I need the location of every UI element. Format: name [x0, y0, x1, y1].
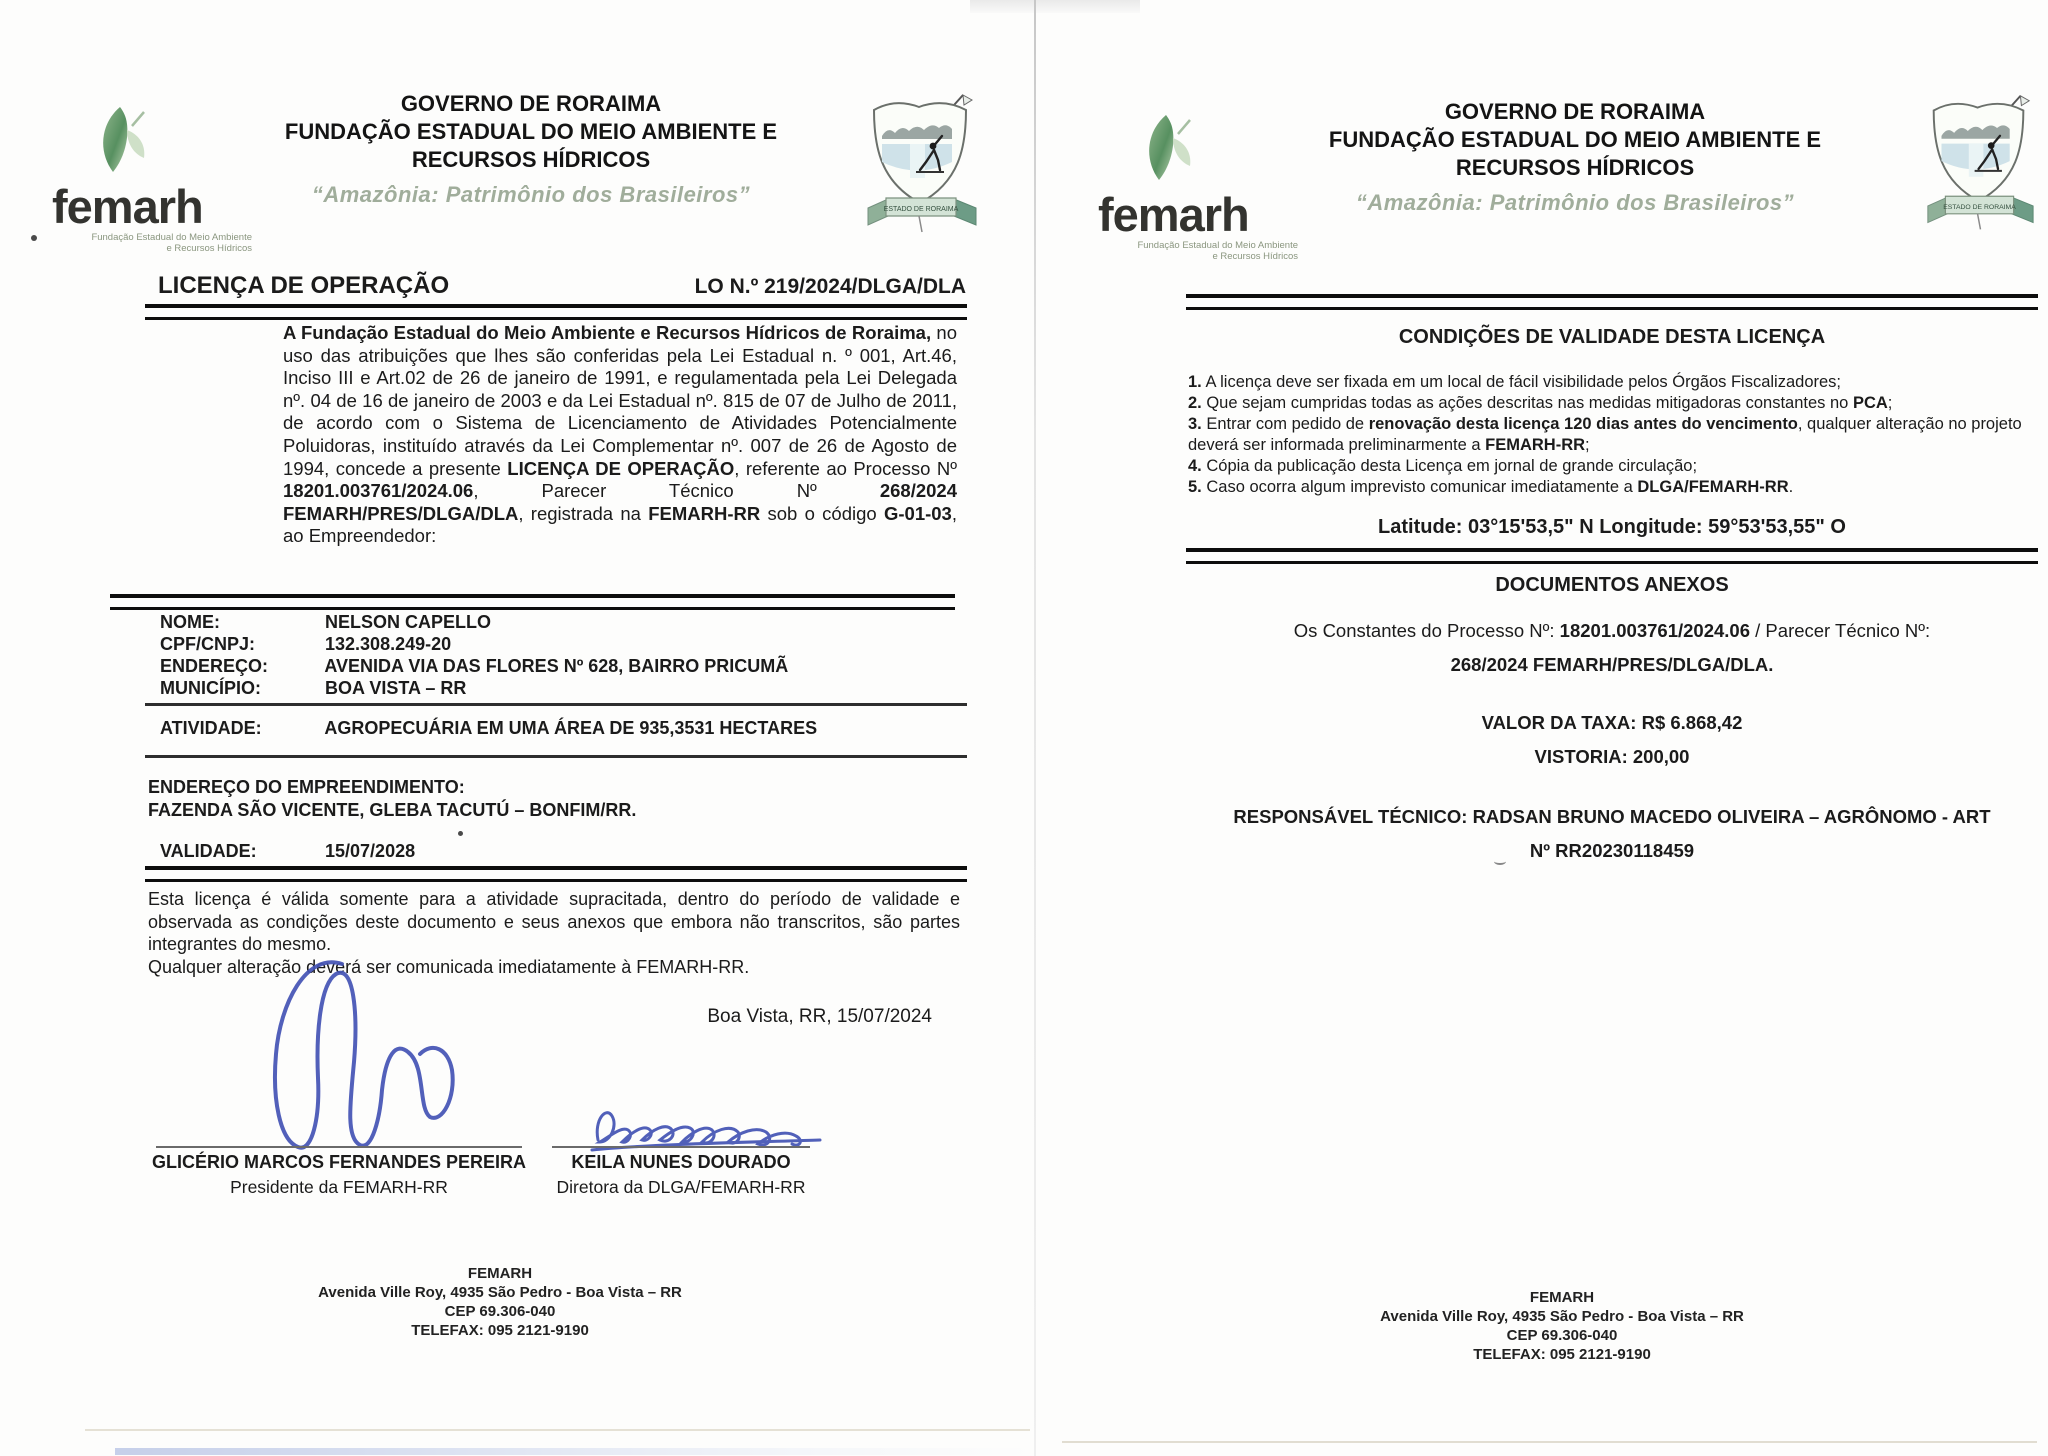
field-label: MUNICÍPIO: [160, 678, 261, 698]
femarh-wordmark: femarh [52, 180, 203, 233]
inspection-line: VISTORIA: 200,00 [1534, 746, 1690, 767]
coordinates-line: Latitude: 03°15'53,5" N Longitude: 59°53'53,55" O [1378, 516, 1846, 538]
divider-rule [145, 755, 967, 758]
footer-org: FEMARH [467, 1265, 533, 1282]
signatory-role: Diretora da DLGA/FEMARH-RR [556, 1177, 806, 1197]
signatory-director [528, 1152, 834, 1198]
femarh-leaf-icon [92, 104, 252, 185]
org-motto: “Amazônia: Patrimônio dos Brasileiros” [311, 182, 751, 207]
femarh-caption-line2: e Recursos Hídricos [166, 243, 252, 254]
org-header-right [1292, 98, 1858, 217]
crest-ribbon-text: ESTADO DE RORAIMA [1943, 203, 2016, 211]
divider-rule [145, 866, 967, 882]
femarh-logo [52, 104, 252, 254]
enterprise-address-value: FAZENDA SÃO VICENTE, GLEBA TACUTÚ – BONFIM/RR. [148, 800, 637, 820]
roraima-crest-icon [1922, 92, 2037, 247]
field-row-validade [160, 840, 415, 862]
femarh-leaf-icon [1138, 112, 1298, 193]
holder-fields [160, 611, 788, 699]
scan-speck [1494, 858, 1506, 865]
org-line2: FUNDAÇÃO ESTADUAL DO MEIO AMBIENTE E [1328, 127, 1822, 152]
validity-note-par1: Esta licença é válida somente para a atividade supracitada, dentro do período de validade e observada as condições deste documento e seus anexos que embora não transcritos, são partes integrantes do mesmo. [148, 889, 960, 954]
field-label: NOME: [160, 612, 220, 632]
field-label: ENDEREÇO: [160, 656, 269, 676]
signature-line-president [156, 1146, 522, 1148]
divider-rule [110, 594, 955, 610]
condition-item-2: 2. Que sejam cumpridas todas as ações descritas nas medidas mitigadoras constantes no PCA; [1188, 394, 1893, 412]
scan-artifact [970, 0, 1140, 13]
divider-rule [145, 703, 967, 706]
footer-address: Avenida Ville Roy, 4935 São Pedro - Boa Vista – RR [318, 1284, 682, 1301]
license-intro-paragraph: A Fundação Estadual do Meio Ambiente e Recursos Hídricos de Roraima, no uso das atribuições que lhes são conferidas pela Lei Estadual n. º 001, Art.46, Inciso III e Art.02 de 26 de janeiro de 1991, e regulamentada pela Lei Delegada nº. 04 de 16 de janeiro de 2003 e da Lei Estadual nº. 815 de 07 de Julho de 2011, de acordo com o Sistema de Licenciamento de Atividades Potencialmente Poluidoras, instituído através da Lei Complementar nº. 007 de 26 de Agosto de 1994, concede a presente LICENÇA DE OPERAÇÃO, referente ao Processo Nº 18201.003761/2024.06, Parecer Técnico Nº 268/2024 FEMARH/PRES/DLGA/DLA, registrada na FEMARH-RR sob o código G-01-03, ao Empreendedor: [283, 322, 957, 547]
org-line1: GOVERNO DE RORAIMA [400, 91, 662, 116]
responsible-line1: RESPONSÁVEL TÉCNICO: RADSAN BRUNO MACEDO OLIVEIRA – AGRÔNOMO - ART [1233, 806, 1991, 827]
enterprise-address-block [148, 776, 636, 822]
annex-process-line: Os Constantes do Processo Nº: 18201.003761/2024.06 / Parecer Técnico Nº: [1293, 620, 1931, 641]
divider-rule [145, 304, 967, 320]
conditions-title: CONDIÇÕES DE VALIDADE DESTA LICENÇA [1398, 326, 1826, 348]
field-value: BOA VISTA – RR [325, 678, 467, 698]
scan-artifact [85, 1429, 1030, 1431]
footer-telefax: TELEFAX: 095 2121-9190 [1473, 1346, 1651, 1363]
femarh-caption-line2: e Recursos Hídricos [1212, 251, 1298, 262]
signature-ink-president [246, 950, 508, 1161]
place-date: Boa Vista, RR, 15/07/2024 [707, 1006, 932, 1027]
field-value: AVENIDA VIA DAS FLORES Nº 628, BAIRRO PRICUMÃ [324, 656, 789, 676]
org-line3: RECURSOS HÍDRICOS [1455, 155, 1695, 180]
femarh-wordmark: femarh [1098, 188, 1249, 241]
condition-item-3: 3. Entrar com pedido de renovação desta licença 120 dias antes do vencimento, qualquer alteração no projeto deverá ser informada preliminarmente a FEMARH-RR; [1188, 415, 2022, 454]
footer-telefax: TELEFAX: 095 2121-9190 [411, 1322, 589, 1339]
signatory-name: GLICÉRIO MARCOS FERNANDES PEREIRA [151, 1152, 527, 1172]
field-row-municipio [160, 677, 788, 699]
annex-parecer-line: 268/2024 FEMARH/PRES/DLGA/DLA. [1450, 654, 1774, 675]
org-line1: GOVERNO DE RORAIMA [1444, 99, 1706, 124]
femarh-logo [1098, 112, 1298, 262]
annex-title: DOCUMENTOS ANEXOS [1495, 574, 1729, 596]
condition-item-4: 4. Cópia da publicação desta Licença em jornal de grande circulação; [1188, 457, 1698, 475]
footer-address: Avenida Ville Roy, 4935 São Pedro - Boa Vista – RR [1380, 1308, 1744, 1325]
field-label: ATIVIDADE: [160, 718, 262, 738]
field-row-endereco [160, 655, 788, 677]
footer-org: FEMARH [1529, 1289, 1595, 1306]
license-title-row [158, 272, 966, 300]
license-number: LO N.º 219/2024/DLGA/DLA [694, 275, 966, 298]
field-value: 132.308.249-20 [325, 634, 452, 654]
responsible-line2: Nº RR20230118459 [1529, 840, 1695, 861]
org-line3: RECURSOS HÍDRICOS [411, 147, 651, 172]
org-header-left [248, 90, 814, 209]
femarh-caption-line1: Fundação Estadual do Meio Ambiente [91, 232, 252, 243]
field-label: VALIDADE: [160, 841, 257, 861]
signature-line-director [552, 1146, 810, 1148]
field-row-nome [160, 611, 788, 633]
divider-rule [1186, 294, 2038, 310]
conditions-list [1188, 372, 2038, 498]
signatory-role: Presidente da FEMARH-RR [230, 1177, 448, 1197]
signatory-name: KEILA NUNES DOURADO [571, 1152, 791, 1172]
license-title: LICENÇA DE OPERAÇÃO [158, 272, 450, 299]
field-value: AGROPECUÁRIA EM UMA ÁREA DE 935,3531 HECTARES [324, 718, 818, 738]
scan-artifact [1062, 1441, 2037, 1443]
condition-item-5: 5. Caso ocorra algum imprevisto comunicar imediatamente a DLGA/FEMARH-RR. [1188, 478, 1794, 496]
footer-cep: CEP 69.306-040 [1506, 1327, 1618, 1344]
enterprise-address-label: ENDEREÇO DO EMPREENDIMENTO: [148, 777, 465, 797]
org-line2: FUNDAÇÃO ESTADUAL DO MEIO AMBIENTE E [284, 119, 778, 144]
validity-note-par2: Qualquer alteração deverá ser comunicada imediatamente à FEMARH-RR. [148, 956, 750, 977]
field-row-atividade [160, 717, 817, 739]
page-footer-right [1312, 1288, 1812, 1364]
tax-line: VALOR DA TAXA: R$ 6.868,42 [1481, 712, 1743, 733]
signatory-president [126, 1152, 552, 1198]
crest-ribbon-text: ESTADO DE RORAIMA [883, 206, 959, 213]
field-label: CPF/CNPJ: [160, 634, 256, 654]
roraima-crest-icon [862, 92, 980, 249]
page-footer-left [250, 1264, 750, 1340]
org-motto: “Amazônia: Patrimônio dos Brasileiros” [1355, 190, 1795, 215]
condition-item-1: 1. A licença deve ser fixada em um local de fácil visibilidade pelos Órgãos Fiscalizadores; [1188, 373, 1841, 391]
divider-rule [1186, 548, 2038, 564]
scan-speck [458, 831, 463, 836]
field-value: NELSON CAPELLO [325, 612, 492, 632]
page-divider-line [1034, 0, 1036, 1456]
footer-cep: CEP 69.306-040 [444, 1303, 556, 1320]
scan-speck [31, 235, 37, 241]
field-row-cpf [160, 633, 788, 655]
scan-artifact [115, 1448, 1033, 1455]
femarh-caption-line1: Fundação Estadual do Meio Ambiente [1137, 240, 1298, 251]
field-value: 15/07/2028 [325, 841, 416, 861]
